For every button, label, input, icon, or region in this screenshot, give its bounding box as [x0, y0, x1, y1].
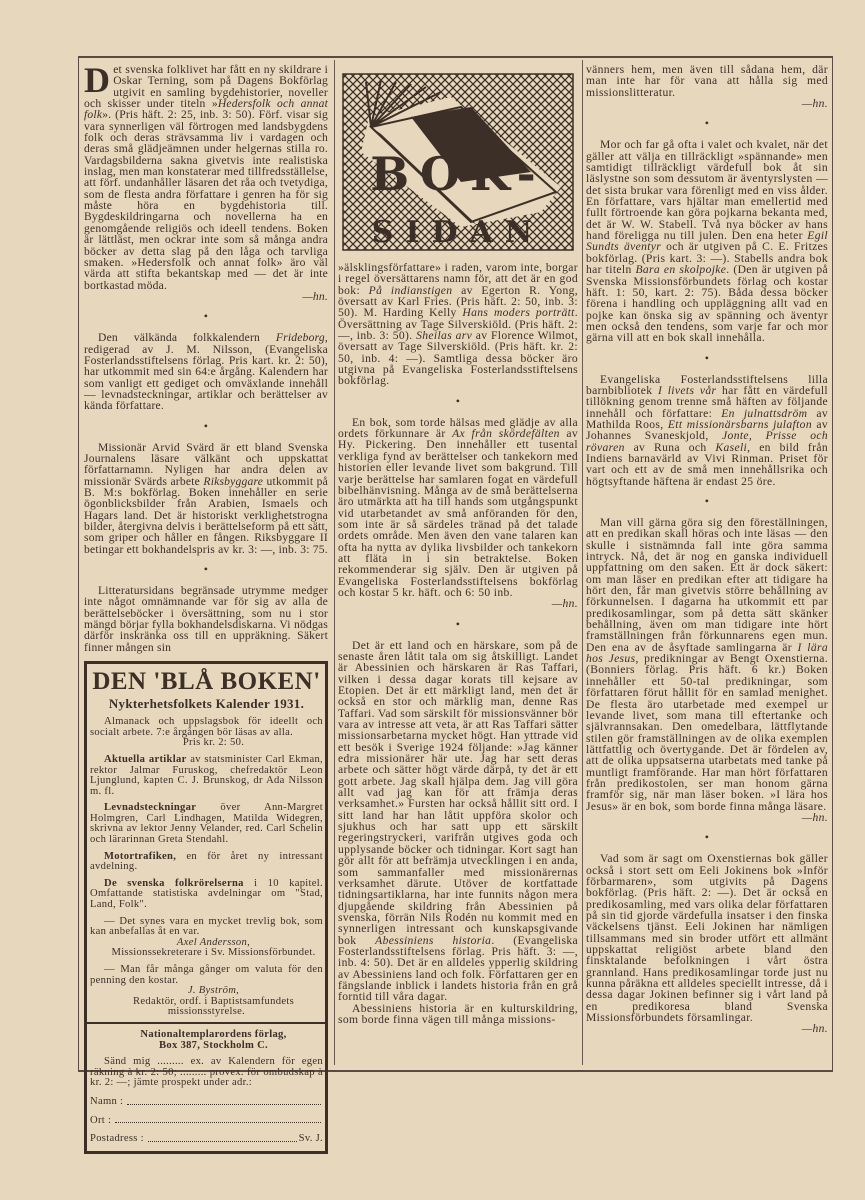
logo-line-2: SIDAN — [371, 215, 545, 250]
ad-item-text: av statsminister Carl Ekman, rektor Jalmar Furuskog, chefredaktör Leon Ljunglund, kapten C. J. Brunskog, dr Ada Nilsson m. fl. — [90, 753, 323, 797]
book-title: Kaseli — [715, 440, 748, 454]
author-signature: —hn. — [801, 1022, 828, 1036]
column-divider — [334, 60, 335, 1065]
book-title: Sheilas arv — [416, 329, 473, 343]
book-title: Abessiniens historia — [375, 933, 492, 947]
ad-subtitle: Nykterhetsfolkets Kalender 1931. — [108, 696, 305, 712]
book-title: Frideborg — [275, 331, 325, 345]
text-run: har fått en värdefull tillökning genom trenne små häften av följande innehåll och författare: — [586, 383, 828, 420]
separator-dot: • — [203, 562, 209, 577]
ad-publisher: Nationaltemplarordens förlag, — [140, 1028, 287, 1040]
ad-item-heading: Levnadsteckningar — [104, 802, 197, 814]
book-title: Ett missionärsbarns julafton — [667, 417, 812, 431]
ad-item — [90, 879, 323, 911]
order-form-field — [90, 1134, 323, 1145]
text-run: utkommit på B. M:s bokförlag. Boken innehåller en serie ögonblicksbilder från Arabien, Ismaels och Hagars land. Det är historiskt verklighetstrogna bilder, återgivna delvis i berättelseform på ett sätt, som griper och håller en fången. Riksbyggare II betingar ett bokhandelspris av kr. 3: —, inb. 3: 75. — [84, 474, 328, 556]
field-label: Postadress : — [90, 1133, 144, 1145]
text-run: Abessiniens historia är en kulturskildring, som borde finna vägen till många missions- — [338, 1001, 578, 1026]
book-title: En julnattsdröm — [721, 406, 808, 420]
column-1 — [84, 60, 328, 1154]
author-signature: —hn. — [801, 810, 828, 824]
book-title: I livets vår — [657, 383, 717, 397]
article-paragraph — [338, 640, 578, 1003]
text-run: Litteratursidans begränsade utrymme medger inte något omnämnande var för sig av alla de berättelseböcker i översättning, som nu i stor mängd börjar fylla bokhandelsdiskarna. Vi nödgas därför inskränka oss till en uppräkning. Säkert finner mången sin — [84, 584, 328, 654]
book-title: Jonte, Prisse och rövaren — [586, 429, 828, 454]
separator-dot: • — [704, 494, 710, 508]
text-run: Mor och far gå ofta i valet och kvalet, när det gäller att välja en tillräckligt »spännande» men samtidigt tillräckligt värdefull bok åt sin läslystne son som dessutom är äventyrslysten — det sista brukar vara förenligt med en viss ålder. En författare, vars hjältar man emellertid med fullt förtroende kan göra pojkarna bekanta med, det är W. W. Stabell. Två nya böcker av hans hand föreligga nu till julen. Den ena heter — [586, 138, 828, 243]
field-blank[interactable] — [148, 1134, 297, 1142]
ad-quote-1-name: Axel Andersson, — [176, 936, 251, 948]
text-run: av Runa och — [624, 440, 716, 454]
text-run: av Hy. Pickering. Den innehåller ett tusental verkliga fynd av berättelser och tankekorn med historien eller levande livet som bakgrund. Till varje berättelse har samlaren fogat en värdefull bibelhänvisning. Många av de små berättelserna äro utmärkta att ha till hands som utgångspunkt vid utarbetandet av små anföranden för den, som inte är så särdeles tränad på det talade ordets område. Men även den vane talaren kan ofta ha nytta av dylika livsbilder och tankekorn att fläta in i sin betraktelse. Boken rekommenderar sig själv. Den är utgiven på Evangeliska Fosterlandsstiftelsens bokförlag och kostar 5 kr. häft. och 6: 50 inb. — [338, 427, 579, 599]
logo-line-1: BOK- — [370, 147, 546, 201]
ad-title: DEN 'BLÅ BOKEN' — [92, 668, 321, 696]
ad-items — [90, 755, 323, 911]
text-run: av Johannes Svaneskjold, — [586, 417, 828, 443]
ad-price: Pris kr. 2: 50. — [182, 737, 245, 749]
ad-item-text: en för året ny intressant avdelning. — [90, 850, 323, 873]
text-run: Man vill gärna göra sig den föreställningen, att en predikan skall höras och inte läsas — den skulle i sistnämnda fall inte göra samma intryck. Nå, det är nog en ganska individuell uppfattning om den saken. Ett är dock säkert: om man läser en predikan efter att tidigare ha hört den, får man givetvis större behållning av förkunnelsen. I dagarna ha utkommit ett par predikosamlingar, som på detta sätt skänker behållning, även om man tidigare inte hört framställningen från förkunnarens egen mun. Den ena av de åsyftade samlingarna är — [586, 516, 828, 654]
book-title: I lära hos Jesus — [586, 640, 829, 666]
field-label: Namn : — [90, 1095, 124, 1107]
ad-quote-1-title: Missionssekreterare i Sv. Missionsförbundet. — [111, 947, 316, 959]
ad-item-heading: De svenska folkrörelserna — [104, 877, 244, 889]
article-paragraph — [338, 1003, 578, 1026]
article-paragraph — [84, 585, 328, 653]
advertisement-bla-boken — [84, 661, 328, 1154]
ad-item-heading: Aktuella artiklar — [104, 753, 187, 765]
open-book-icon — [341, 72, 575, 252]
ad-quote-2-title: Redaktör, ordf. i Baptistsamfundets missionsstyrelse. — [132, 995, 294, 1018]
book-title: Ax från skördefälten — [452, 427, 560, 441]
column-3 — [586, 64, 828, 1035]
text-run: , en bild från Indiens barnavärld av Vivi Rinman. Priset för vart och ett av de små men innehållsrika och högtsyftande häftena är endast 25 öre. — [586, 440, 828, 488]
text-run: av Florence Wilmot, översatt av Tage Silverskiöld. (Pris häft. kr. 2: 50, inb. 4: —). Samtliga dessa böcker äro utgivna på Evangeliska Fosterlandsstiftelsens bokförlag. — [338, 329, 578, 388]
separator-dot: • — [455, 393, 461, 408]
text-run: av Mathilda Roos, — [586, 406, 828, 431]
article-paragraph — [338, 417, 578, 599]
ad-item — [90, 755, 323, 797]
text-run: . (Evangeliska Fosterlandsstiftelsens förlag. Pris häft. 3: —, inb. 4: 50). Det är en alldeles ypperlig skildring av Abessiniens land och folk. Författaren ger en fängslande inblick i landets historia från en grå forntid till våra dagar. — [338, 933, 578, 1004]
order-form — [90, 1097, 323, 1145]
ad-quote-2: — Man får många gånger om valuta för den penning den kostar. — [90, 964, 323, 986]
article-paragraph — [586, 853, 828, 1023]
ad-address: Box 387, Stockholm C. — [158, 1039, 268, 1051]
article-paragraph — [586, 517, 828, 812]
ad-intro: Almanack och uppslagsbok för ideellt och socialt arbete. 7:e årgången bör läsas av alla. — [90, 716, 323, 738]
article-paragraph — [586, 374, 828, 487]
text-run: Evangeliska Fosterlandsstiftelsens lilla barnbibliotek — [586, 372, 828, 397]
column-1-text — [84, 60, 328, 654]
ad-order-text: Sänd mig ......... ex. av Kalendern för egen räkning à kr. 2: 50; ......... provex. för ombudskap à kr. 2: —; jämte prospekt under adr.: — [90, 1056, 323, 1089]
article-paragraph — [338, 262, 578, 387]
article-paragraph — [84, 332, 328, 411]
text-run: Den välkända folkkalendern — [98, 331, 276, 345]
book-title: Hans moders porträtt — [462, 306, 575, 320]
column-divider — [582, 60, 583, 1065]
article-paragraph — [586, 64, 828, 98]
author-signature: —hn. — [801, 97, 828, 111]
separator-dot: • — [704, 350, 710, 365]
text-run: ». (Pris häft. 2: 25, inb. 3: 50). Förf. visar sig vara synnerligen väl förtrogen med landsbygdens folk och deras strävsamma liv i vardagen och deras små glädjeämnen under helgernas stilla ro. Vardagsbilderna sakna givetvis inte realistiska inslag, men man konstaterar med tillfredsställelse, att förf. undanhåller läsaren det råa och tvetydiga, som de flesta andra författare i genren ha för sig måste höra en bygdehistoria till. Bygdeskildringarna och novellerna ha en genomgående religiös och ideell tendens. Boken är lättläst, men ockrar inte som så många andra böcker av detta slag på den låga och tarvliga smaken. »Hedersfolk och annat folk» äro väl värda att stifta bekantskap med — det är inte bortkastad möda. — [84, 108, 328, 292]
drop-cap: D — [84, 60, 111, 100]
article-paragraph — [586, 139, 828, 343]
field-suffix: Sv. J. — [298, 1133, 323, 1145]
field-label: Ort : — [90, 1114, 112, 1126]
column-2 — [338, 262, 578, 1025]
order-form-field — [90, 1097, 323, 1108]
order-form-field — [90, 1116, 323, 1127]
separator-dot: • — [704, 116, 710, 131]
text-run: et svenska folklivet har fått en ny skildrare i Oskar Terning, som på Dagens Bokförlag utgivit en samling bygdehistorier, noveller och skisser under titeln » — [84, 63, 328, 111]
separator-dot: • — [455, 616, 461, 631]
ad-item-text: i 10 kapitel. Omfattande statistiska avdelningar om "Stad, Land, Folk". — [90, 877, 323, 911]
text-run: . (Den är utgiven på Svenska Missionsförbundets förlag och kostar häft. 1: 50, kart. 2: 75). Båda dessa böcker förena i handling och uppläggning allt vad en pojke kan önska sig av spänning och äventyr men också den tendens, som varje far och mor gärna vill att en bok skall innehålla. — [586, 263, 828, 345]
text-run: vänners hem, men även till sådana hem, där man inte har för vana att hålla sig med missionslitteratur. — [586, 63, 828, 99]
article-paragraph — [84, 442, 328, 555]
separator-dot: • — [203, 418, 209, 433]
field-blank[interactable] — [115, 1116, 321, 1124]
ad-item-text: över Ann-Margret Holmgren, Carl Lindhagen, Matilda Widegren, skrivna av lektor Jenny Velander, red. Carl Schelin och lärarinnan Greta Stendahl. — [90, 802, 323, 846]
text-run: »älsklingsförfattare» i raden, varom inte, borgar i regel översättarens namn för, att det är en god bok: — [338, 261, 578, 297]
text-run: Vad som är sagt om Oxenstiernas bok gäller också i stort sett om Eeli Jokinens bok »Inför förbarmaren», som utgivits på Dagens bokförlag. (Pris häft. 2: —). Det är också en predikosamling, med vars olika delar författaren på sin tid gjorde värdefulla insatser i den finska väckelsens tjänst. Eeli Jokinen har nämligen tillsammans med sin broder utfört ett allmänt uppskattat religiöst arbete bland den finsktalande befolkningen i vårt östra grannland. Hans predikosamlingar torde just nu kunna påräkna ett alldeles speciellt intresse, då i dessa dagar Jokinen befinner sig i vårt land på en predikoresa bland Svenska Missionsförbundets församlingar. — [586, 852, 828, 1025]
text-run: , redigerad av J. M. Nilsson, (Evangeliska Fosterlandsstiftelsens förlag. Pris kart. kr. 2: 50), har utkommit med sin 64:e årgång. Kalendern har som vanligt ett gediget och omväxlande innehåll — levnadsteckningar, artiklar och berättelser av kända författare. — [84, 331, 328, 413]
ad-item-heading: Motortrafiken, — [104, 850, 177, 862]
separator-dot: • — [704, 830, 710, 845]
ad-item — [90, 803, 323, 845]
book-title: Hedersfolk och annat folk — [84, 97, 328, 122]
text-run: Missionär Arvid Svärd är ett bland Svenska Journalens läsare välkänt och uppskattat författarnamn. Nyligen har andra delen av missionär Svärds arbete — [84, 440, 328, 488]
author-signature: —hn. — [551, 597, 578, 611]
ad-quote-2-name: J. Byström, — [187, 985, 240, 997]
article-paragraph — [84, 60, 328, 292]
text-run: . Översättning av Tage Silverskiöld. (Pris häft. 2: —, inb. 3: 50). — [338, 306, 578, 343]
book-title: Bara en skolpojke — [635, 263, 727, 277]
ad-quote-1: — Det synes vara en mycket trevlig bok, som kan anbefallas åt en var. — [90, 915, 323, 938]
book-title: Egil Sundts äventyr — [586, 229, 828, 254]
text-run: , predikningar av Bengt Oxenstierna. (Bonniers förlag. Pris häft. 6 kr.) Boken innehåller ett 50-tal predikningar, som författaren förut hållit för en samlad menighet. De flesta äro utarbetade med exempel ur levande livet, som mana till eftertanke och självrannsakan. Den omedelbara, lättflytande stilen gör framställningen av de olika exemplen lättfattlig och övertygande. Det är fördelen av, att de olika uppsatserna utarbetats med tanke på muntligt framförande. Har man hört författaren från predikostolen, ser man honom gärna framför sig, när man läser boken. »I lära hos Jesus» är en bok, som borde finna många läsare. — [586, 652, 828, 813]
text-run: och är utgiven på C. E. Fritzes bokförlag. (Pris kart. 3: —). Stabells andra bok har titeln — [586, 240, 829, 277]
field-blank[interactable] — [127, 1097, 321, 1105]
ad-divider — [87, 1022, 325, 1024]
text-run: En bok, som torde hälsas med glädje av alla ordets förkunnare är — [338, 415, 578, 441]
ad-item — [90, 852, 323, 873]
author-signature: —hn. — [302, 289, 328, 303]
text-run: av Egerton R. Yong, översatt av Karl Fries. (Pris häft. 2: 50, inb. 3: 50). M. Harding Kelly — [338, 283, 578, 320]
book-title: På indianstigen — [368, 283, 453, 297]
book-title: Riksbyggare — [203, 474, 264, 488]
text-run: Det är ett land och en härskare, som på de senaste åren låtit tala om sig åtskilligt. Landet är Abessinien och härskaren är Ras Taffari, vilken i dessa dagar korats till kejsare av Etopien. Det är ett märkligt land, men det är också en stor och märklig man, denne Ras Taffari. Vad som särskilt för missionsvänner bör vara av intresse att veta, är att Ras Taffari sätter missionsarbetarna mycket högt. Han yttrade vid ett besök i Sverige 1924 följande: »Jag känner edra missionärer här ute. Jag har sett deras arbete och sätter högt värde därpå, ty det är ett gott arbete. Jag skall hjälpa dem. Jag vill göra allt vad jag kan för att främja deras verksamhet.» Fursten har också hållit sitt ord. I sitt land har han låtit uppföra skolor och sjukhus och har satt upp ett särskilt regeringstryckeri, varifrån utgives goda och upplysande böcker och tidningar. Kort sagt han gör allt för att befrämja utvecklingen i en anda, som sammanfaller med missionärernas verksamhet därute. Utöver de kortfattade tidningsartiklarna, har inte funnits någon mera djupgående skildring från Abessinien på svenska, förrän Nils Rodén nu kommit med en synnerligen intressant och kunskapsgivande bok — [338, 638, 578, 947]
separator-dot: • — [203, 309, 209, 324]
